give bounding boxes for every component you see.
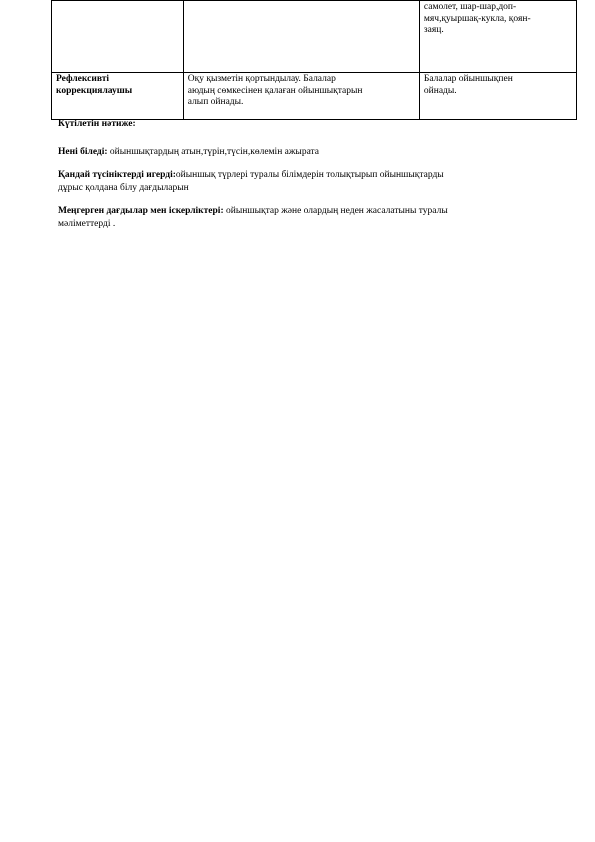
cell-line: Рефлексивті	[56, 74, 110, 84]
knows-paragraph	[58, 146, 558, 159]
cell-line: аюдың сөмкесінен қалаған ойыншықтарын	[187, 85, 363, 96]
knows-label: Нені біледі:	[58, 146, 108, 157]
concepts-text-line2: дұрыс қолдана білу дағдыларын	[58, 182, 189, 193]
mastered-text-line1: ойыншықтар және олардың неден жасалатыны туралы	[223, 206, 448, 216]
table-cell-children-activity	[419, 1, 576, 73]
table-cell-stage	[52, 73, 184, 120]
expected-results-section	[58, 118, 558, 241]
mastered-text-line2: мәліметтерді .	[58, 218, 116, 229]
cell-line: Балалар ойыншықпен	[423, 74, 513, 84]
cell-line: ойнады.	[423, 85, 457, 96]
cell-line: алып ойнады.	[187, 97, 244, 108]
cell-line: мяч,қуыршақ-кукла, қоян-	[423, 13, 531, 24]
cell-line: самолет, шар-шар,доп-	[423, 2, 517, 12]
cell-line: Оқу қызметін қортындылау. Балалар	[187, 74, 336, 84]
knows-text: ойыншықтардың атын,түрін,түсін,көлемін ажырата	[107, 146, 320, 157]
table-row	[52, 1, 577, 73]
table-cell-teacher-activity	[183, 1, 419, 73]
table-row	[52, 73, 577, 120]
concepts-label: Қандай түсініктерді игерді:	[58, 170, 176, 180]
cell-line: заяц.	[423, 25, 444, 36]
cell-line: коррекциялаушы	[56, 85, 133, 96]
table-cell-stage	[52, 1, 184, 73]
table-cell-children-activity	[419, 73, 576, 120]
table-cell-teacher-activity	[183, 73, 419, 120]
concepts-paragraph	[58, 169, 558, 194]
lesson-stage-table	[51, 0, 577, 120]
mastered-label: Меңгерген дағдылар мен іскерліктері:	[58, 206, 224, 216]
expected-results-heading: Күтілетін нәтиже:	[58, 119, 136, 129]
concepts-text-line1: ойыншық түрлері туралы білімдерін толықтырып ойыншықтарды	[175, 170, 444, 180]
mastered-paragraph	[58, 205, 558, 230]
